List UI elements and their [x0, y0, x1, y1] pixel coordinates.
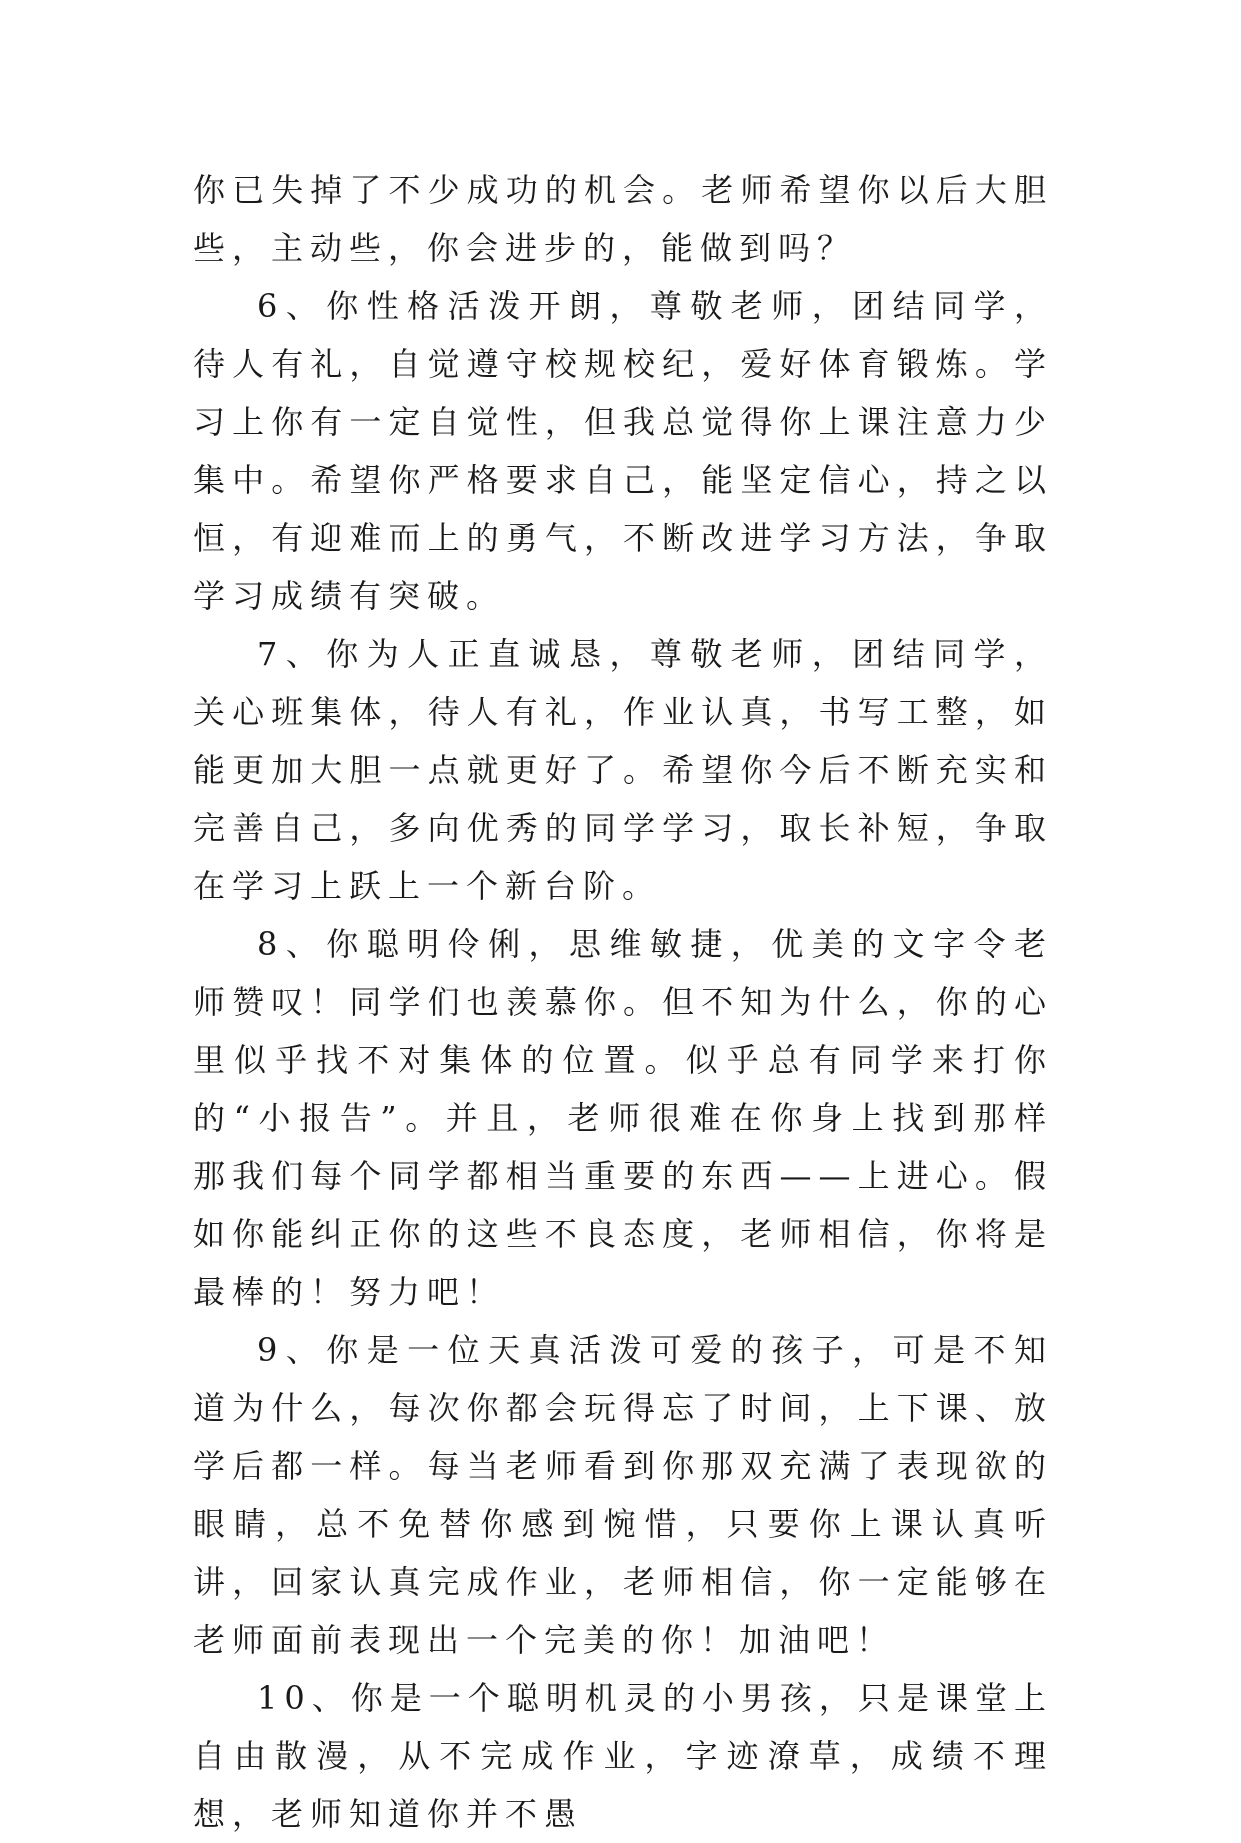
paragraph-9: 9、你是一位天真活泼可爱的孩子，可是不知道为什么，每次你都会玩得忘了时间，上下课、放学后都一样。每当老师看到你那双充满了表现欲的眼睛，总不免替你感到惋惜，只要你上课认真听讲，回家认真完成作业，老师相信，你一定能够在老师面前表现出一个完美的你！加油吧！ [193, 1331, 1053, 1659]
paragraph-7: 7、你为人正直诚恳，尊敬老师，团结同学，关心班集体，待人有礼，作业认真，书写工整，如能更加大胆一点就更好了。希望你今后不断充实和完善自己，多向优秀的同学学习，取长补短，争取在学习上跃上一个新台阶。 [193, 635, 1053, 905]
paragraph-10: 10、你是一个聪明机灵的小男孩，只是课堂上自由散漫，从不完成作业，字迹潦草，成绩不理想，老师知道你并不愚 [193, 1679, 1053, 1833]
paragraph-6: 6、你性格活泼开朗，尊敬老师，团结同学，待人有礼，自觉遵守校规校纪，爱好体育锻炼。学习上你有一定自觉性，但我总觉得你上课注意力少集中。希望你严格要求自己，能坚定信心，持之以恒，有迎难而上的勇气，不断改进学习方法，争取学习成绩有突破。 [193, 287, 1053, 615]
paragraph-8: 8、你聪明伶俐，思维敏捷，优美的文字令老师赞叹！同学们也羡慕你。但不知为什么，你的心里似乎找不对集体的位置。似乎总有同学来打你的“小报告”。并且，老师很难在你身上找到那样那我们每个同学都相当重要的东西——上进心。假如你能纠正你的这些不良态度，老师相信，你将是最棒的！努力吧！ [193, 925, 1053, 1311]
paragraph-continued: 你已失掉了不少成功的机会。老师希望你以后大胆些，主动些，你会进步的，能做到吗？ [193, 171, 1053, 267]
document-body [193, 161, 1053, 1843]
